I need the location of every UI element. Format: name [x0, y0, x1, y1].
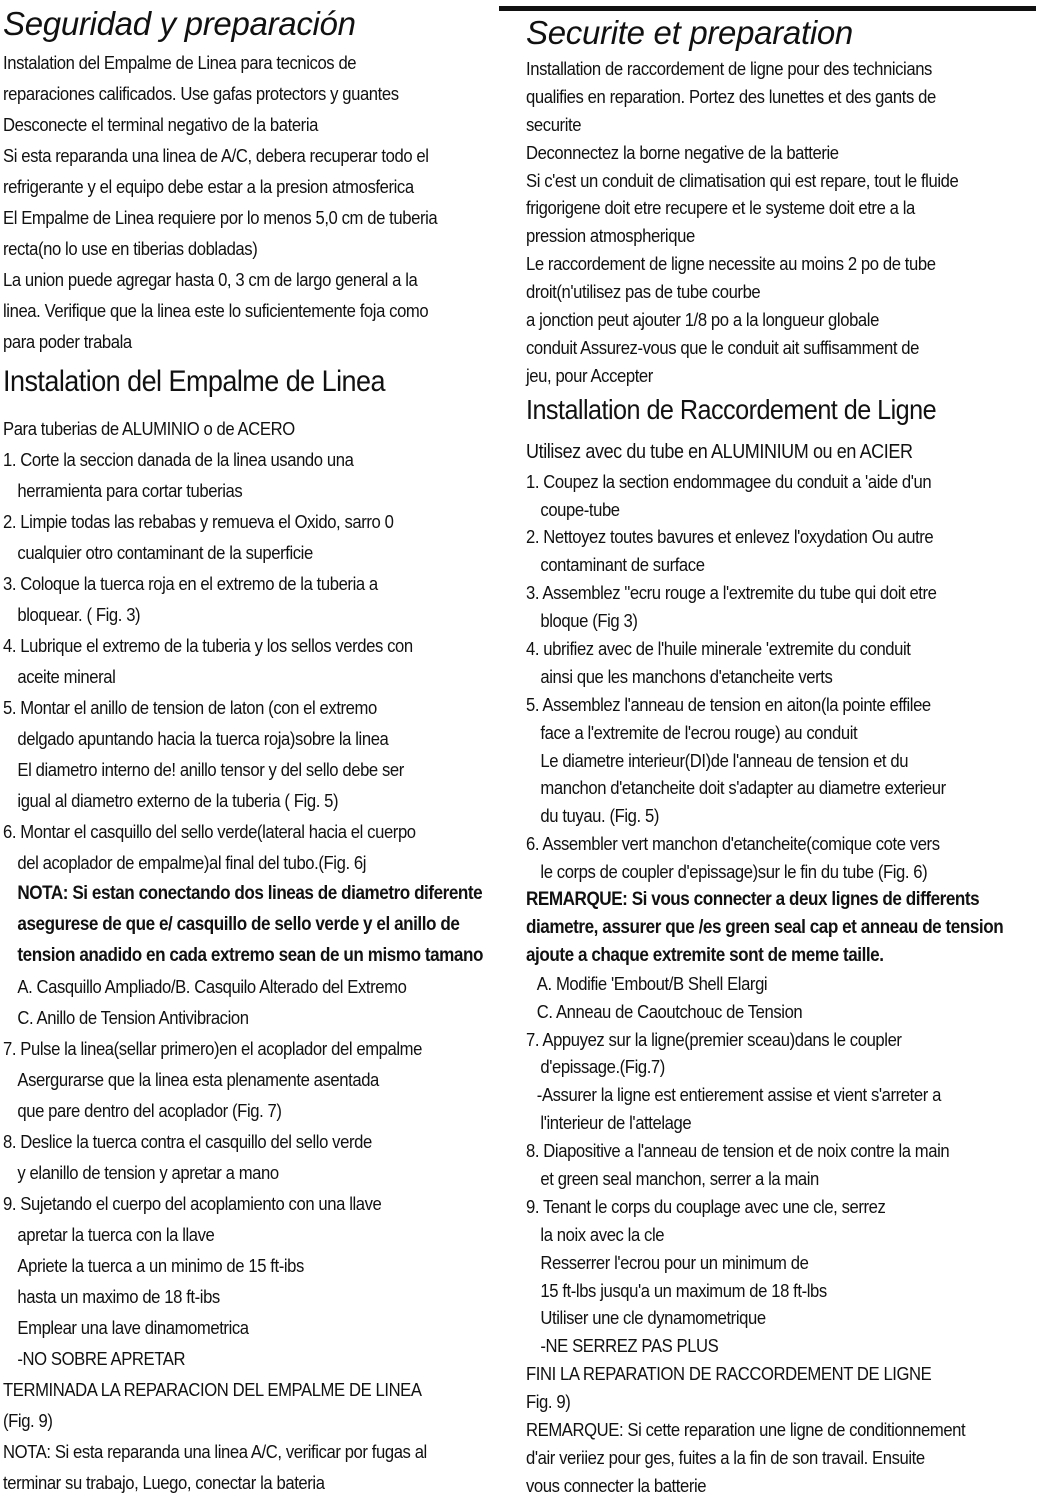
es-safety-line: refrigerante y el equipo debe estar a la presion atmosferica — [3, 176, 414, 197]
fr-step-line: bloque (Fig 3) — [540, 610, 638, 632]
fr-title: Securite et preparation — [526, 14, 853, 51]
fr-step-line: Fig. 9) — [526, 1391, 571, 1413]
es-step-line: 6. Montar el casquillo del sello verde(lateral hacia el cuerpo — [3, 821, 416, 842]
es-step-line: igual al diametro externo de la tuberia ( Fig. 5) — [17, 790, 339, 811]
fr-step-line: Le diametre interieur(DI)de l'anneau de tension et du — [540, 749, 909, 771]
fr-step-line: 1. Coupez la section endommagee du conduit a 'aide d'un — [526, 470, 932, 492]
es-step-line: delgado apuntando hacia la tuerca roja)sobre la linea — [17, 728, 389, 749]
es-step-line: (Fig. 9) — [3, 1410, 53, 1431]
fr-safety-line: droit(n'utilisez pas de tube courbe — [526, 281, 761, 303]
fr-step-line: le corps de coupler d'epissage)sur le fin du tube (Fig. 6) — [540, 861, 928, 883]
es-step-line: NOTA: Si esta reparanda una linea A/C, verificar por fugas al — [3, 1441, 427, 1462]
fr-step-line: 15 ft-lbs jusqu'a un maximum de 18 ft-lbs — [540, 1279, 827, 1301]
es-subtitle: Instalation del Empalme de Linea — [3, 365, 385, 398]
fr-step-line: manchon d'etancheite doit s'adapter au diametre exterieur — [540, 777, 946, 799]
fr-safety-line: a jonction peut ajouter 1/8 po a la longueur globale — [526, 309, 879, 331]
es-step-line: terminar su trabajo, Luego, conectar la bateria — [3, 1472, 325, 1493]
es-safety-line: linea. Verifique que la linea este lo suficientemente foja como — [3, 300, 429, 321]
fr-step-line: -Assurer la ligne est entierement assise et vient s'arreter a — [536, 1084, 941, 1106]
es-step-line: y elanillo de tension y apretar a mano — [17, 1162, 279, 1183]
fr-safety-line: conduit Assurez-vous que le conduit ait suffisamment de — [526, 336, 919, 358]
fr-step-line: Utiliser une cle dynamometrique — [540, 1307, 766, 1329]
es-note-line: NOTA: Si estan conectando dos lineas de diametro diferente — [17, 883, 483, 904]
fr-step-line: 7. Appuyez sur la ligne(premier sceau)dans le coupler — [526, 1028, 902, 1050]
es-safety-line: Si esta reparanda una linea de A/C, debera recuperar todo el — [3, 145, 429, 166]
fr-safety-line: qualifies en reparation. Portez des lunettes et des gants de — [526, 85, 936, 107]
es-step-line: 9. Sujetando el cuerpo del acoplamiento con una llave — [3, 1193, 382, 1214]
es-step-line: del acoplador de empalme)al final del tubo.(Fig. 6j — [17, 852, 367, 873]
fr-step-line: Resserrer l'ecrou pour un minimum de — [540, 1251, 809, 1273]
fr-safety-line: securite — [526, 113, 582, 135]
es-step-line: TERMINADA LA REPARACION DEL EMPALME DE LINEA — [3, 1379, 422, 1400]
fr-step-line: d'air veriiez pour ges, fuites a la fin de son travail. Ensuite — [526, 1446, 925, 1468]
es-safety-line: Instalation del Empalme de Linea para tecnicos de — [3, 52, 357, 73]
fr-step-line: 2. Nettoyez toutes bavures et enlevez l'oxydation Ou autre — [526, 526, 934, 548]
es-note-line: tension anadido en cada extremo sean de un mismo tamano — [17, 945, 483, 966]
fr-step-line: coupe-tube — [540, 498, 620, 520]
es-step-line: 7. Pulse la linea(sellar primero)en el acoplador del empalme — [3, 1038, 423, 1059]
fr-step-line: du tuyau. (Fig. 5) — [540, 805, 659, 827]
fr-step-line: contaminant de surface — [540, 554, 705, 576]
fr-safety-line: Le raccordement de ligne necessite au moins 2 po de tube — [526, 253, 936, 275]
es-step-line: bloquear. ( Fig. 3) — [17, 604, 141, 625]
es-step-line: -NO SOBRE APRETAR — [17, 1348, 186, 1369]
fr-step-line: face a l'extremite de l'ecrou rouge) au conduit — [540, 721, 858, 743]
fr-safety-line: frigorigene doit etre recupere et le systeme doit etre a la — [526, 197, 915, 219]
es-step-line: 2. Limpie todas las rebabas y remueva el Oxido, sarro 0 — [3, 511, 394, 532]
es-intro: Para tuberias de ALUMINIO o de ACERO — [3, 418, 295, 439]
es-title: Seguridad y preparación — [3, 5, 356, 42]
fr-safety-line: pression atmospherique — [526, 225, 695, 247]
es-step-line: apretar la tuerca con la llave — [17, 1224, 215, 1245]
spanish-column — [3, 0, 493, 1498]
fr-step-line: -NE SERREZ PAS PLUS — [540, 1335, 719, 1357]
fr-step-line: 4. ubrifiez avec de l'huile minerale 'extremite du conduit — [526, 638, 911, 660]
fr-safety-line: Installation de raccordement de ligne pour des technicians — [526, 58, 932, 79]
fr-note-line: diametre, assurer que /es green seal cap et anneau de tension — [526, 916, 1004, 938]
es-step-line: 8. Deslice la tuerca contra el casquillo del sello verde — [3, 1131, 372, 1152]
fr-step-line: vous connecter la batterie — [526, 1474, 707, 1496]
es-steps-section — [3, 413, 493, 1498]
fr-step-line: 8. Diapositive a l'anneau de tension et de noix contre la main — [526, 1140, 950, 1162]
fr-step-line: 6. Assembler vert manchon d'etancheite(comique cote vers — [526, 833, 940, 855]
fr-safety-line: Deconnectez la borne negative de la batterie — [526, 141, 839, 163]
es-step-line: A. Casquillo Ampliado/B. Casquilo Alterado del Extremo — [17, 976, 407, 997]
fr-step-line: 9. Tenant le corps du couplage avec une cle, serrez — [526, 1195, 886, 1217]
fr-step-line: l'interieur de l'attelage — [540, 1112, 692, 1134]
fr-step-line: A. Modifie 'Embout/B Shell Elargi — [536, 972, 768, 994]
es-step-line: cualquier otro contaminant de la superficie — [17, 542, 313, 563]
fr-step-line: REMARQUE: Si cette reparation une ligne de conditionnement — [526, 1418, 966, 1440]
fr-step-line: FINI LA REPARATION DE RACCORDEMENT DE LIGNE — [526, 1363, 932, 1385]
fr-step-line: d'epissage.(Fig.7) — [540, 1056, 665, 1078]
es-step-line: Emplear una lave dinamometrica — [17, 1317, 249, 1338]
es-step-line: que pare dentro del acoplador (Fig. 7) — [17, 1100, 282, 1121]
es-step-line: 1. Corte la seccion danada de la linea usando una — [3, 449, 354, 470]
fr-step-line: 5. Assemblez l'anneau de tension en aiton(la pointe effilee — [526, 693, 931, 715]
fr-safety-line: Si c'est un conduit de climatisation qui est repare, tout le fluide — [526, 169, 959, 191]
fr-note-line: REMARQUE: Si vous connecter a deux lignes de differents — [526, 889, 980, 911]
french-column — [526, 0, 1031, 1500]
es-step-line: 5. Montar el anillo de tension de laton (con el extremo — [3, 697, 377, 718]
es-safety-line: para poder trabala — [3, 331, 132, 352]
es-safety-line: Desconecte el terminal negativo de la bateria — [3, 114, 318, 135]
es-safety-section — [3, 47, 493, 357]
es-step-line: Apriete la tuerca a un minimo de 15 ft-ibs — [17, 1255, 304, 1276]
fr-subtitle: Installation de Raccordement de Ligne — [526, 393, 937, 425]
es-step-line: El diametro interno de! anillo tensor y del sello debe ser — [17, 759, 404, 780]
es-safety-line: recta(no lo use en tiberias dobladas) — [3, 238, 258, 259]
es-step-line: aceite mineral — [17, 666, 116, 687]
fr-note-line: ajoute a chaque extremite sont de meme taille. — [526, 944, 884, 966]
es-note-line: asegurese de que e/ casquillo de sello verde y el anillo de — [17, 914, 460, 935]
fr-step-line: C. Anneau de Caoutchouc de Tension — [536, 1000, 803, 1022]
fr-step-line: ainsi que les manchons d'etancheite verts — [540, 665, 833, 687]
fr-step-line: 3. Assemblez "ecru rouge a l'extremite du tube qui doit etre — [526, 582, 937, 604]
es-step-line: hasta un maximo de 18 ft-ibs — [17, 1286, 220, 1307]
es-step-line: 4. Lubrique el extremo de la tuberia y los sellos verdes con — [3, 635, 413, 656]
fr-steps-section — [526, 436, 1031, 1500]
es-safety-line: El Empalme de Linea requiere por lo menos 5,0 cm de tuberia — [3, 207, 438, 228]
es-safety-line: La union puede agregar hasta 0, 3 cm de largo general a la — [3, 269, 418, 290]
fr-safety-line: jeu, pour Accepter — [526, 364, 653, 386]
fr-safety-section — [526, 55, 1031, 390]
fr-step-line: la noix avec la cle — [540, 1223, 665, 1245]
es-safety-line: reparaciones calificados. Use gafas protectors y guantes — [3, 83, 399, 104]
es-step-line: C. Anillo de Tension Antivibracion — [17, 1007, 249, 1028]
es-step-line: herramienta para cortar tuberias — [17, 480, 243, 501]
es-step-line: 3. Coloque la tuerca roja en el extremo de la tuberia a — [3, 573, 378, 594]
fr-intro: Utilisez avec du tube en ALUMINIUM ou en ACIER — [526, 440, 913, 463]
es-step-line: Asergurarse que la linea esta plenamente asentada — [17, 1069, 379, 1090]
fr-step-line: et green seal manchon, serrer a la main — [540, 1167, 819, 1189]
